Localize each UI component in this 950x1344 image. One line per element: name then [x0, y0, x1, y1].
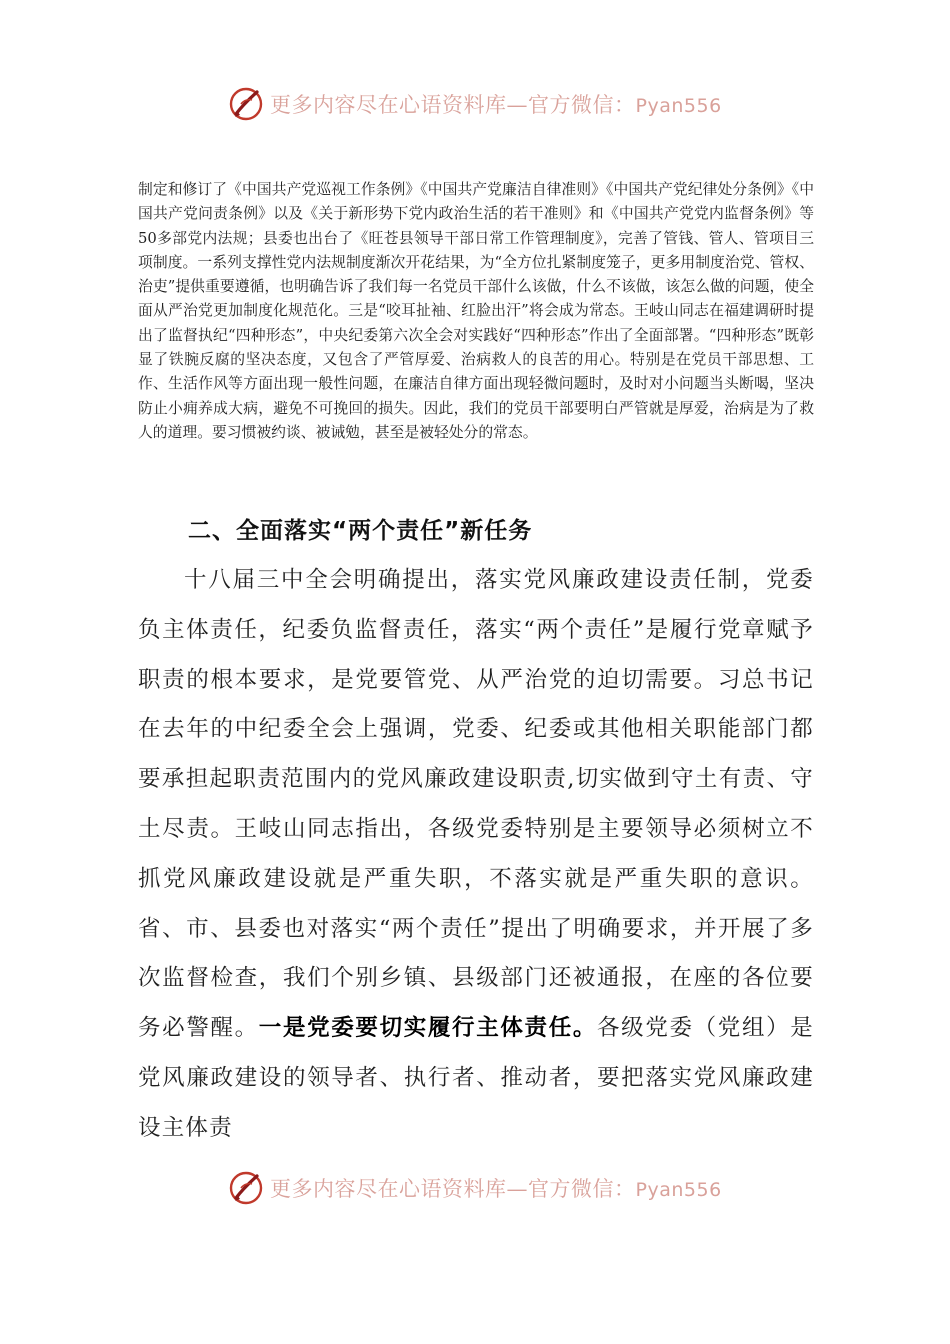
- watermark-id: Pyan556: [635, 95, 722, 117]
- paragraph-2-text: 十八届三中全会明确提出，落实党风廉政建设责任制，党委负主体责任，纪委负监督责任，落实“两个责任”是履行党章赋予职责的根本要求，是党要管党、从严治党的迫切需要。习总书记在去年的中纪委全会上强调，党委、纪委或其他相关职能部门都要承担起职责范围内的党风廉政建设职责,切实做到守土有责、守土尽责。王岐山同志指出，各级党委特别是主要领导必须树立不抓党风廉政建设就是严重失职，不落实就是严重失职的意识。省、市、县委也对落实“两个责任”提出了明确要求，并开展了多次监督检查，我们个别乡镇、县级部门还被通报，在座的各位要务必警醒。: [138, 567, 814, 1042]
- pen-logo-icon: [228, 1170, 264, 1206]
- watermark-id: Pyan556: [635, 1179, 722, 1201]
- watermark-text: 更多内容尽在心语资料库—官方微信：Pyan556: [270, 93, 722, 117]
- watermark-text: 更多内容尽在心语资料库—官方微信：Pyan556: [270, 1177, 722, 1201]
- section-heading: 二、全面落实“两个责任”新任务: [188, 518, 533, 544]
- body-paragraph-1: 制定和修订了《中国共产党巡视工作条例》《中国共产党廉洁自律准则》《中国共产党纪律处分条例》《中国共产党问责条例》以及《关于新形势下党内政治生活的若干准则》和《中国共产党党内监督条例》等50多部党内法规；县委也出台了《旺苍县领导干部日常工作管理制度》，完善了管钱、管人、管项目三项制度。一系列支撑性党内法规制度渐次开花结果，为“全方位扎紧制度笼子，更多用制度治党、管权、治吏”提供重要遵循，也明确告诉了我们每一名党员干部什么该做，什么不该做，该怎么做的问题，使全面从严治党更加制度化规范化。三是“咬耳扯袖、红脸出汗”将会成为常态。王岐山同志在福建调研时提出了监督执纪“四种形态”，中央纪委第六次全会对实践好“四种形态”作出了全面部署。“四种形态”既彰显了铁腕反腐的坚决态度，又包含了严管厚爱、治病救人的良苦的用心。特别是在党员干部思想、工作、生活作风等方面出现一般性问题，在廉洁自律方面出现轻微问题时，及时对小问题当头断喝，坚决防止小痈养成大病，避免不可挽回的损失。因此，我们的党员干部要明白严管就是厚爱，治病是为了救人的道理。要习惯被约谈、被诫勉，甚至是被轻处分的常态。: [138, 181, 814, 441]
- pen-logo-icon: [228, 86, 264, 122]
- header-watermark: [228, 84, 748, 124]
- body-paragraph-2: [138, 556, 814, 1154]
- footer-watermark: [228, 1168, 748, 1208]
- paragraph-2-tail: 各级党委（党组）是党风廉政建设的领导者、执行者、推动者，要把落实党风廉政建设主体责: [138, 1015, 814, 1141]
- paragraph-2-bold: 一是党委要切实履行主体责任。: [258, 1015, 598, 1042]
